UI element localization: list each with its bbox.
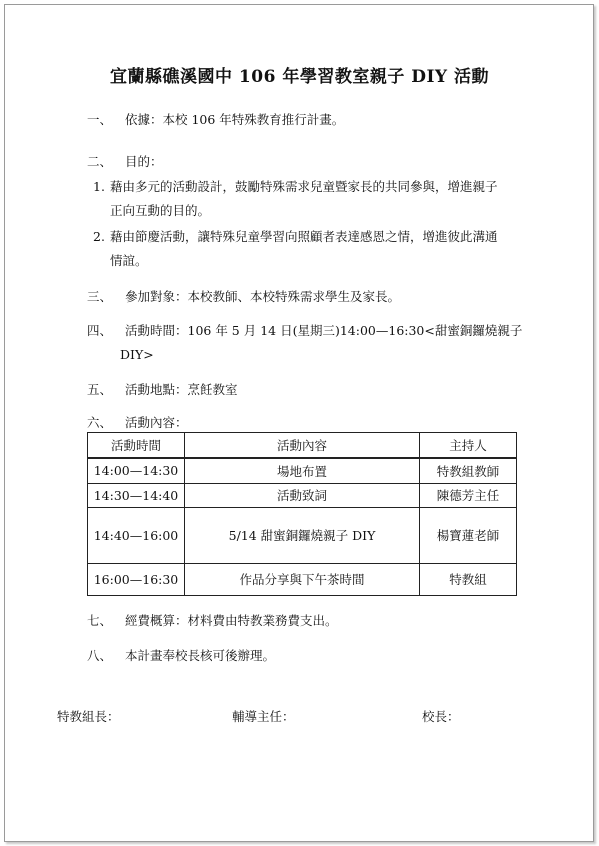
section-3: [87, 289, 400, 305]
section-6: [87, 415, 188, 431]
row-host: 特教組: [420, 563, 517, 595]
row-content: 5/14 甜蜜銅鑼燒親子 DIY: [185, 507, 420, 563]
header-time: 活動時間: [88, 433, 185, 459]
table-header-row: [88, 433, 517, 459]
signature-counseling-director: 輔導主任：: [232, 709, 295, 724]
header-content: 活動內容: [185, 433, 420, 459]
section-6-number: 六、: [87, 415, 113, 430]
section-8-text: 本計畫奉校長核可後辦理。: [125, 648, 276, 663]
section-1-number: 一、: [87, 112, 113, 127]
section-6-text: 活動內容：: [125, 415, 188, 430]
row-time: 14:00—14:30: [88, 458, 185, 483]
section-8-number: 八、: [87, 648, 113, 663]
row-time: 14:40—16:00: [88, 507, 185, 563]
schedule-table: [87, 432, 517, 596]
row-host: 陳德芳主任: [420, 483, 517, 507]
section-1-text: 依據：本校 106 年特殊教育推行計畫。: [125, 112, 345, 127]
table-row: [88, 507, 517, 563]
item-2-number: 2.: [93, 229, 105, 244]
section-7-text: 經費概算：材料費由特教業務費支出。: [125, 613, 338, 628]
section-5-text: 活動地點：烹飪教室: [125, 382, 238, 397]
section-5-number: 五、: [87, 382, 113, 397]
section-8: [87, 648, 275, 664]
row-content: 場地布置: [185, 458, 420, 483]
section-4-number: 四、: [87, 323, 113, 338]
section-4-line2: DIY>: [120, 347, 154, 362]
row-host: 特教組教師: [420, 458, 517, 483]
item-2-line1: 藉由節慶活動，讓特殊兒童學習向照顧者表達感恩之情，增進彼此溝通: [110, 229, 498, 244]
signature-special-ed-head: 特教組長：: [57, 709, 120, 724]
section-2: [87, 154, 163, 170]
item-1-number: 1.: [93, 179, 105, 194]
item-1-line1: 藉由多元的活動設計，鼓勵特殊需求兒童暨家長的共同參與，增進親子: [110, 179, 498, 194]
row-time: 16:00—16:30: [88, 563, 185, 595]
table-row: [88, 563, 517, 595]
header-host: 主持人: [420, 433, 517, 459]
section-3-text: 參加對象：本校教師、本校特殊需求學生及家長。: [125, 289, 401, 304]
section-3-number: 三、: [87, 289, 113, 304]
section-7: [87, 613, 338, 629]
section-7-number: 七、: [87, 613, 113, 628]
section-2-text: 目的：: [125, 154, 163, 169]
row-content: 活動致詞: [185, 483, 420, 507]
section-2-item-2: [93, 229, 498, 245]
signature-principal: 校長：: [422, 709, 460, 724]
section-2-item-1: [93, 179, 498, 195]
section-4: [87, 323, 522, 339]
section-2-number: 二、: [87, 154, 113, 169]
row-time: 14:30—14:40: [88, 483, 185, 507]
row-host: 楊寶蓮老師: [420, 507, 517, 563]
document-title: 宜蘭縣礁溪國中 106 年學習教室親子 DIY 活動: [110, 67, 489, 87]
item-2-line2: 情誼。: [110, 253, 148, 268]
section-1: [87, 112, 344, 128]
item-1-line2: 正向互動的目的。: [110, 203, 211, 218]
section-5: [87, 382, 238, 398]
section-4-line1: 活動時間：106 年 5 月 14 日(星期三)14:00—16:30<甜蜜銅鑼燒親子: [125, 323, 523, 338]
row-content: 作品分享與下午茶時間: [185, 563, 420, 595]
table-row: [88, 483, 517, 507]
table-row: [88, 458, 517, 483]
